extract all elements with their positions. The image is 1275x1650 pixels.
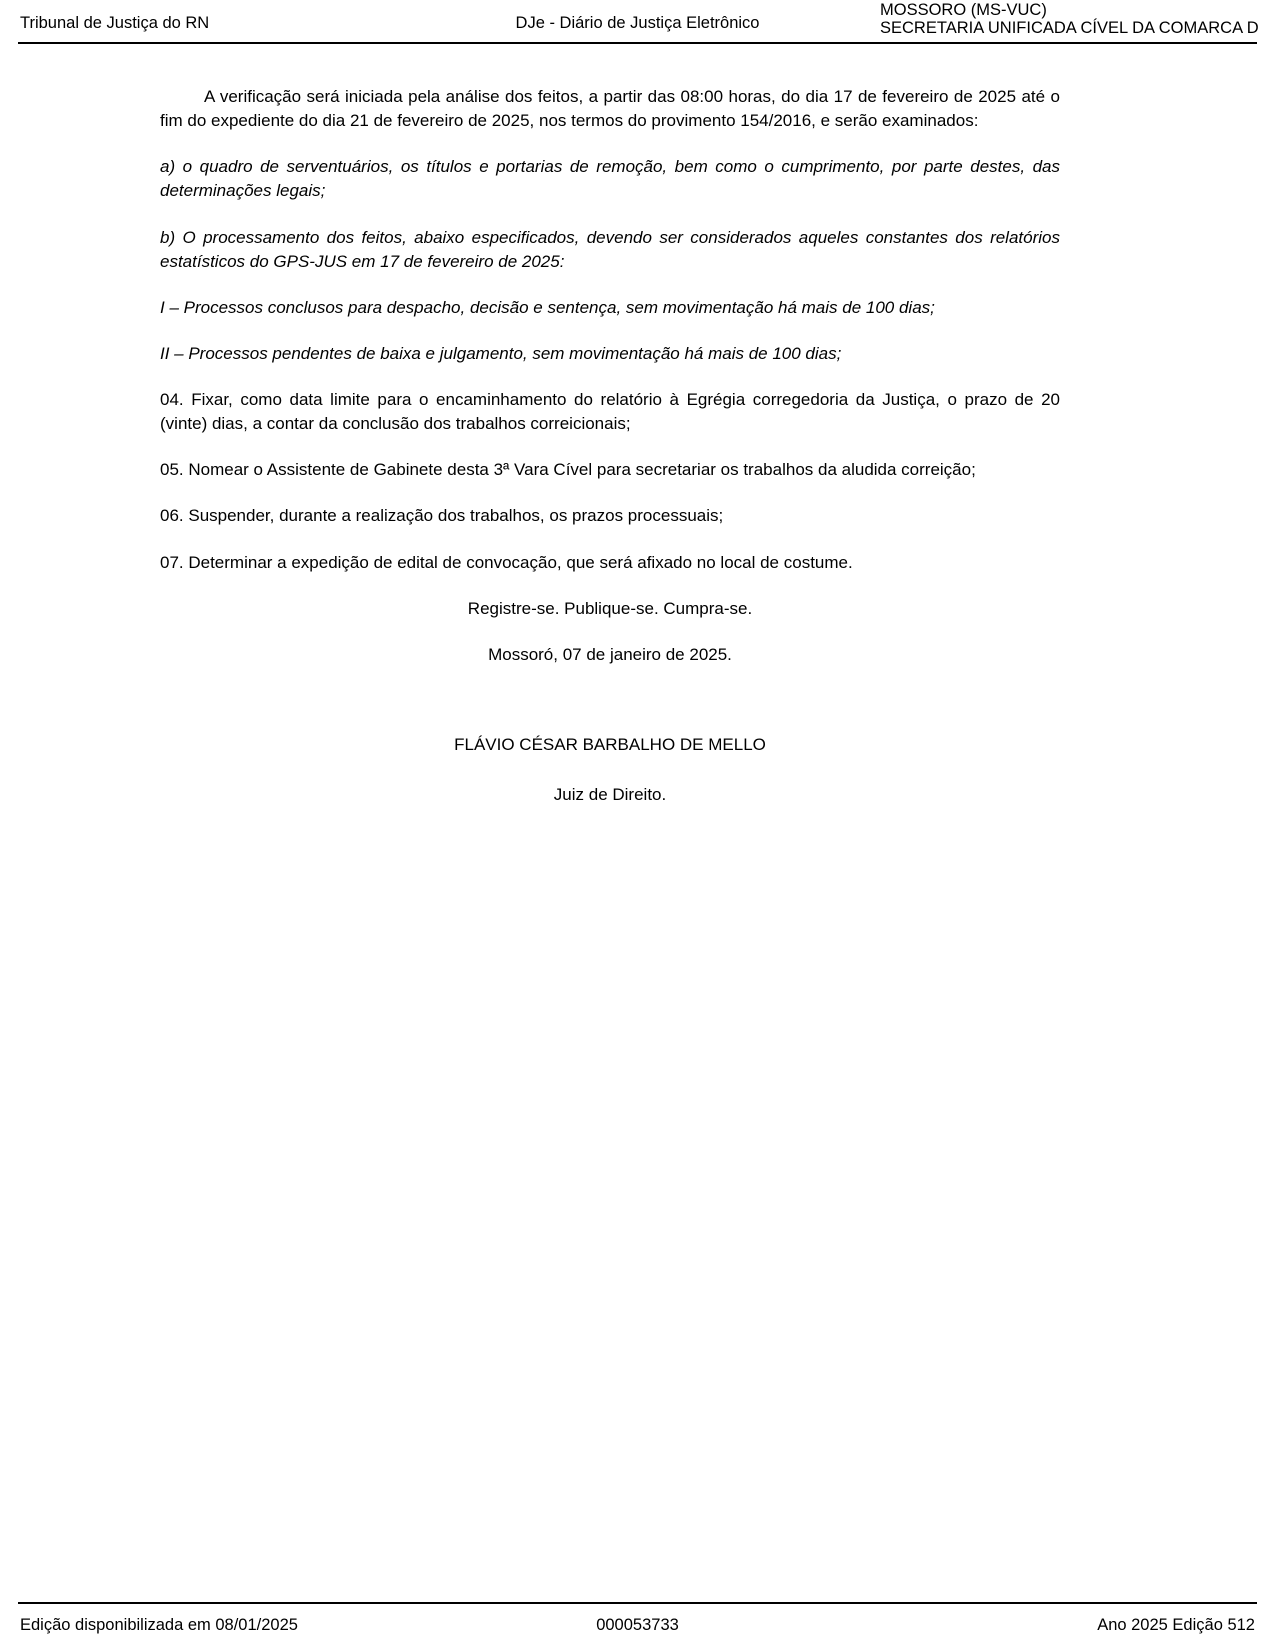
paragraph-item-b: b) O processamento dos feitos, abaixo especificados, devendo ser considerados aqueles constantes dos relatórios estatísticos do GPS-JUS em 17 de fevereiro de 2025: [160,227,1060,271]
page-header [0,0,1275,44]
signatory-name: FLÁVIO CÉSAR BARBALHO DE MELLO [454,734,766,754]
place-and-date: Mossoró, 07 de janeiro de 2025. [488,644,732,664]
paragraph-item-i: I – Processos conclusos para despacho, decisão e sentença, sem movimentação há mais de 100 dias; [160,297,935,317]
closing-statement: Registre-se. Publique-se. Cumpra-se. [467,598,753,618]
header-unit-line2: SECRETARIA UNIFICADA CÍVEL DA COMARCA D [880,19,1259,38]
footer-edition-info: Ano 2025 Edição 512 [1097,1616,1255,1634]
page-footer [0,1602,1275,1650]
signatory-role: Juiz de Direito. [553,785,667,804]
paragraph-item-05: 05. Nomear o Assistente de Gabinete desta 3ª Vara Cível para secretariar os trabalhos da aludida correição; [160,460,976,480]
paragraph-item-06: 06. Suspender, durante a realização dos trabalhos, os prazos processuais; [160,506,724,526]
paragraph-item-07: 07. Determinar a expedição de edital de convocação, que será afixado no local de costume. [160,552,853,572]
footer-publication-date: Edição disponibilizada em 08/01/2025 [20,1616,298,1634]
header-unit-info [880,1,1275,38]
paragraph-verificacao: A verificação será iniciada pela análise dos feitos, a partir das 08:00 horas, do dia 17 de fevereiro de 2025 até o fim do expediente do dia 21 de fevereiro de 2025, nos termos do provimento 154/2016, e serão examinados: [160,87,1060,131]
document-body [160,85,1060,829]
paragraph-item-a: a) o quadro de serventuários, os títulos e portarias de remoção, bem como o cumprimento, por parte destes, das determinações legais; [160,157,1060,201]
header-divider [18,42,1257,44]
header-court-name: Tribunal de Justiça do RN [20,14,210,32]
header-unit-line1: MOSSORO (MS-VUC) [880,1,1047,19]
paragraph-item-ii: II – Processos pendentes de baixa e julgamento, sem movimentação há mais de 100 dias; [160,343,842,363]
footer-document-code: 000053733 [596,1616,679,1634]
header-row [0,0,1275,38]
signature-block [160,733,1060,807]
paragraph-item-04: 04. Fixar, como data limite para o encaminhamento do relatório à Egrégia corregedoria da Justiça, o prazo de 20 (vinte) dias, a contar da conclusão dos trabalhos correicionais; [160,390,1060,434]
header-publication-name: DJe - Diário de Justiça Eletrônico [515,14,760,32]
footer-divider [18,1602,1257,1604]
